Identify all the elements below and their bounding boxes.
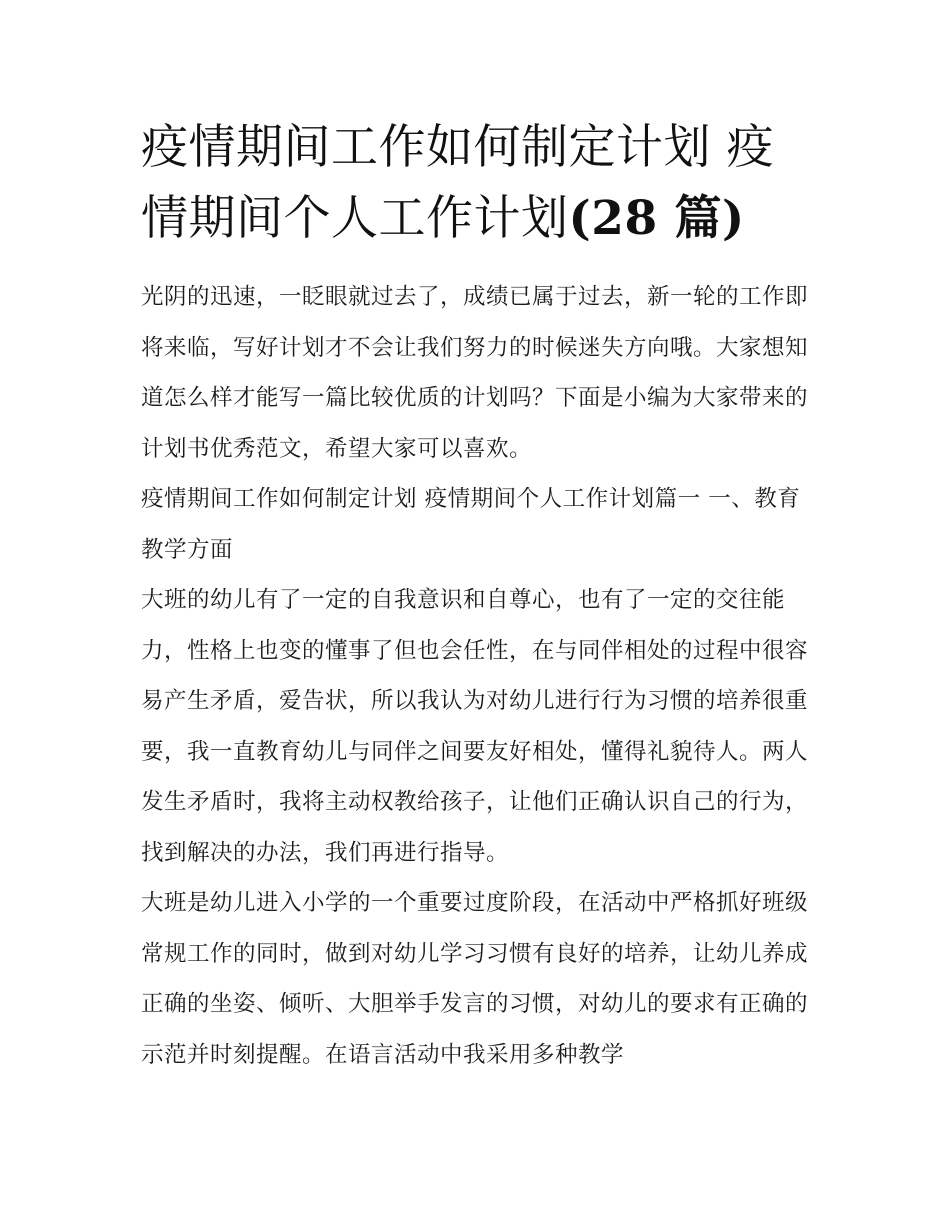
- document-body: [141, 112, 813, 1080]
- document-title-text: 疫情期间工作如何制定计划 疫情期间个人工作计划: [141, 120, 774, 246]
- document-title: [141, 112, 813, 254]
- body-paragraph: 大班是幼儿进入小学的一个重要过度阶段，在活动中严格抓好班级常规工作的同时，做到对幼儿学习习惯有良好的培养，让幼儿养成正确的坐姿、倾听、大胆举手发言的习惯，对幼儿的要求有正确的示范并时刻提醒。在语言活动中我采用多种教学: [141, 890, 809, 1068]
- body-paragraph: 大班的幼儿有了一定的自我意识和自尊心，也有了一定的交往能力，性格上也变的懂事了但也会任性，在与同伴相处的过程中很容易产生矛盾，爱告状，所以我认为对幼儿进行行为习惯的培养很重要，我一直教育幼儿与同伴之间要友好相处，懂得礼貌待人。两人发生矛盾时，我将主动权教给孩子，让他们正确认识自己的行为，找到解决的办法，我们再进行指导。: [141, 587, 809, 866]
- section-heading: 疫情期间工作如何制定计划 疫情期间个人工作计划篇一 一、教育教学方面: [141, 486, 801, 563]
- document-title-count: (28 篇): [568, 191, 745, 246]
- intro-paragraph: 光阴的迅速，一眨眼就过去了，成绩已属于过去，新一轮的工作即将来临，写好计划才不会让我们努力的时候迷失方向哦。大家想知道怎么样才能写一篇比较优质的计划吗？下面是小编为大家带来的计划书优秀范文，希望大家可以喜欢。: [141, 284, 809, 462]
